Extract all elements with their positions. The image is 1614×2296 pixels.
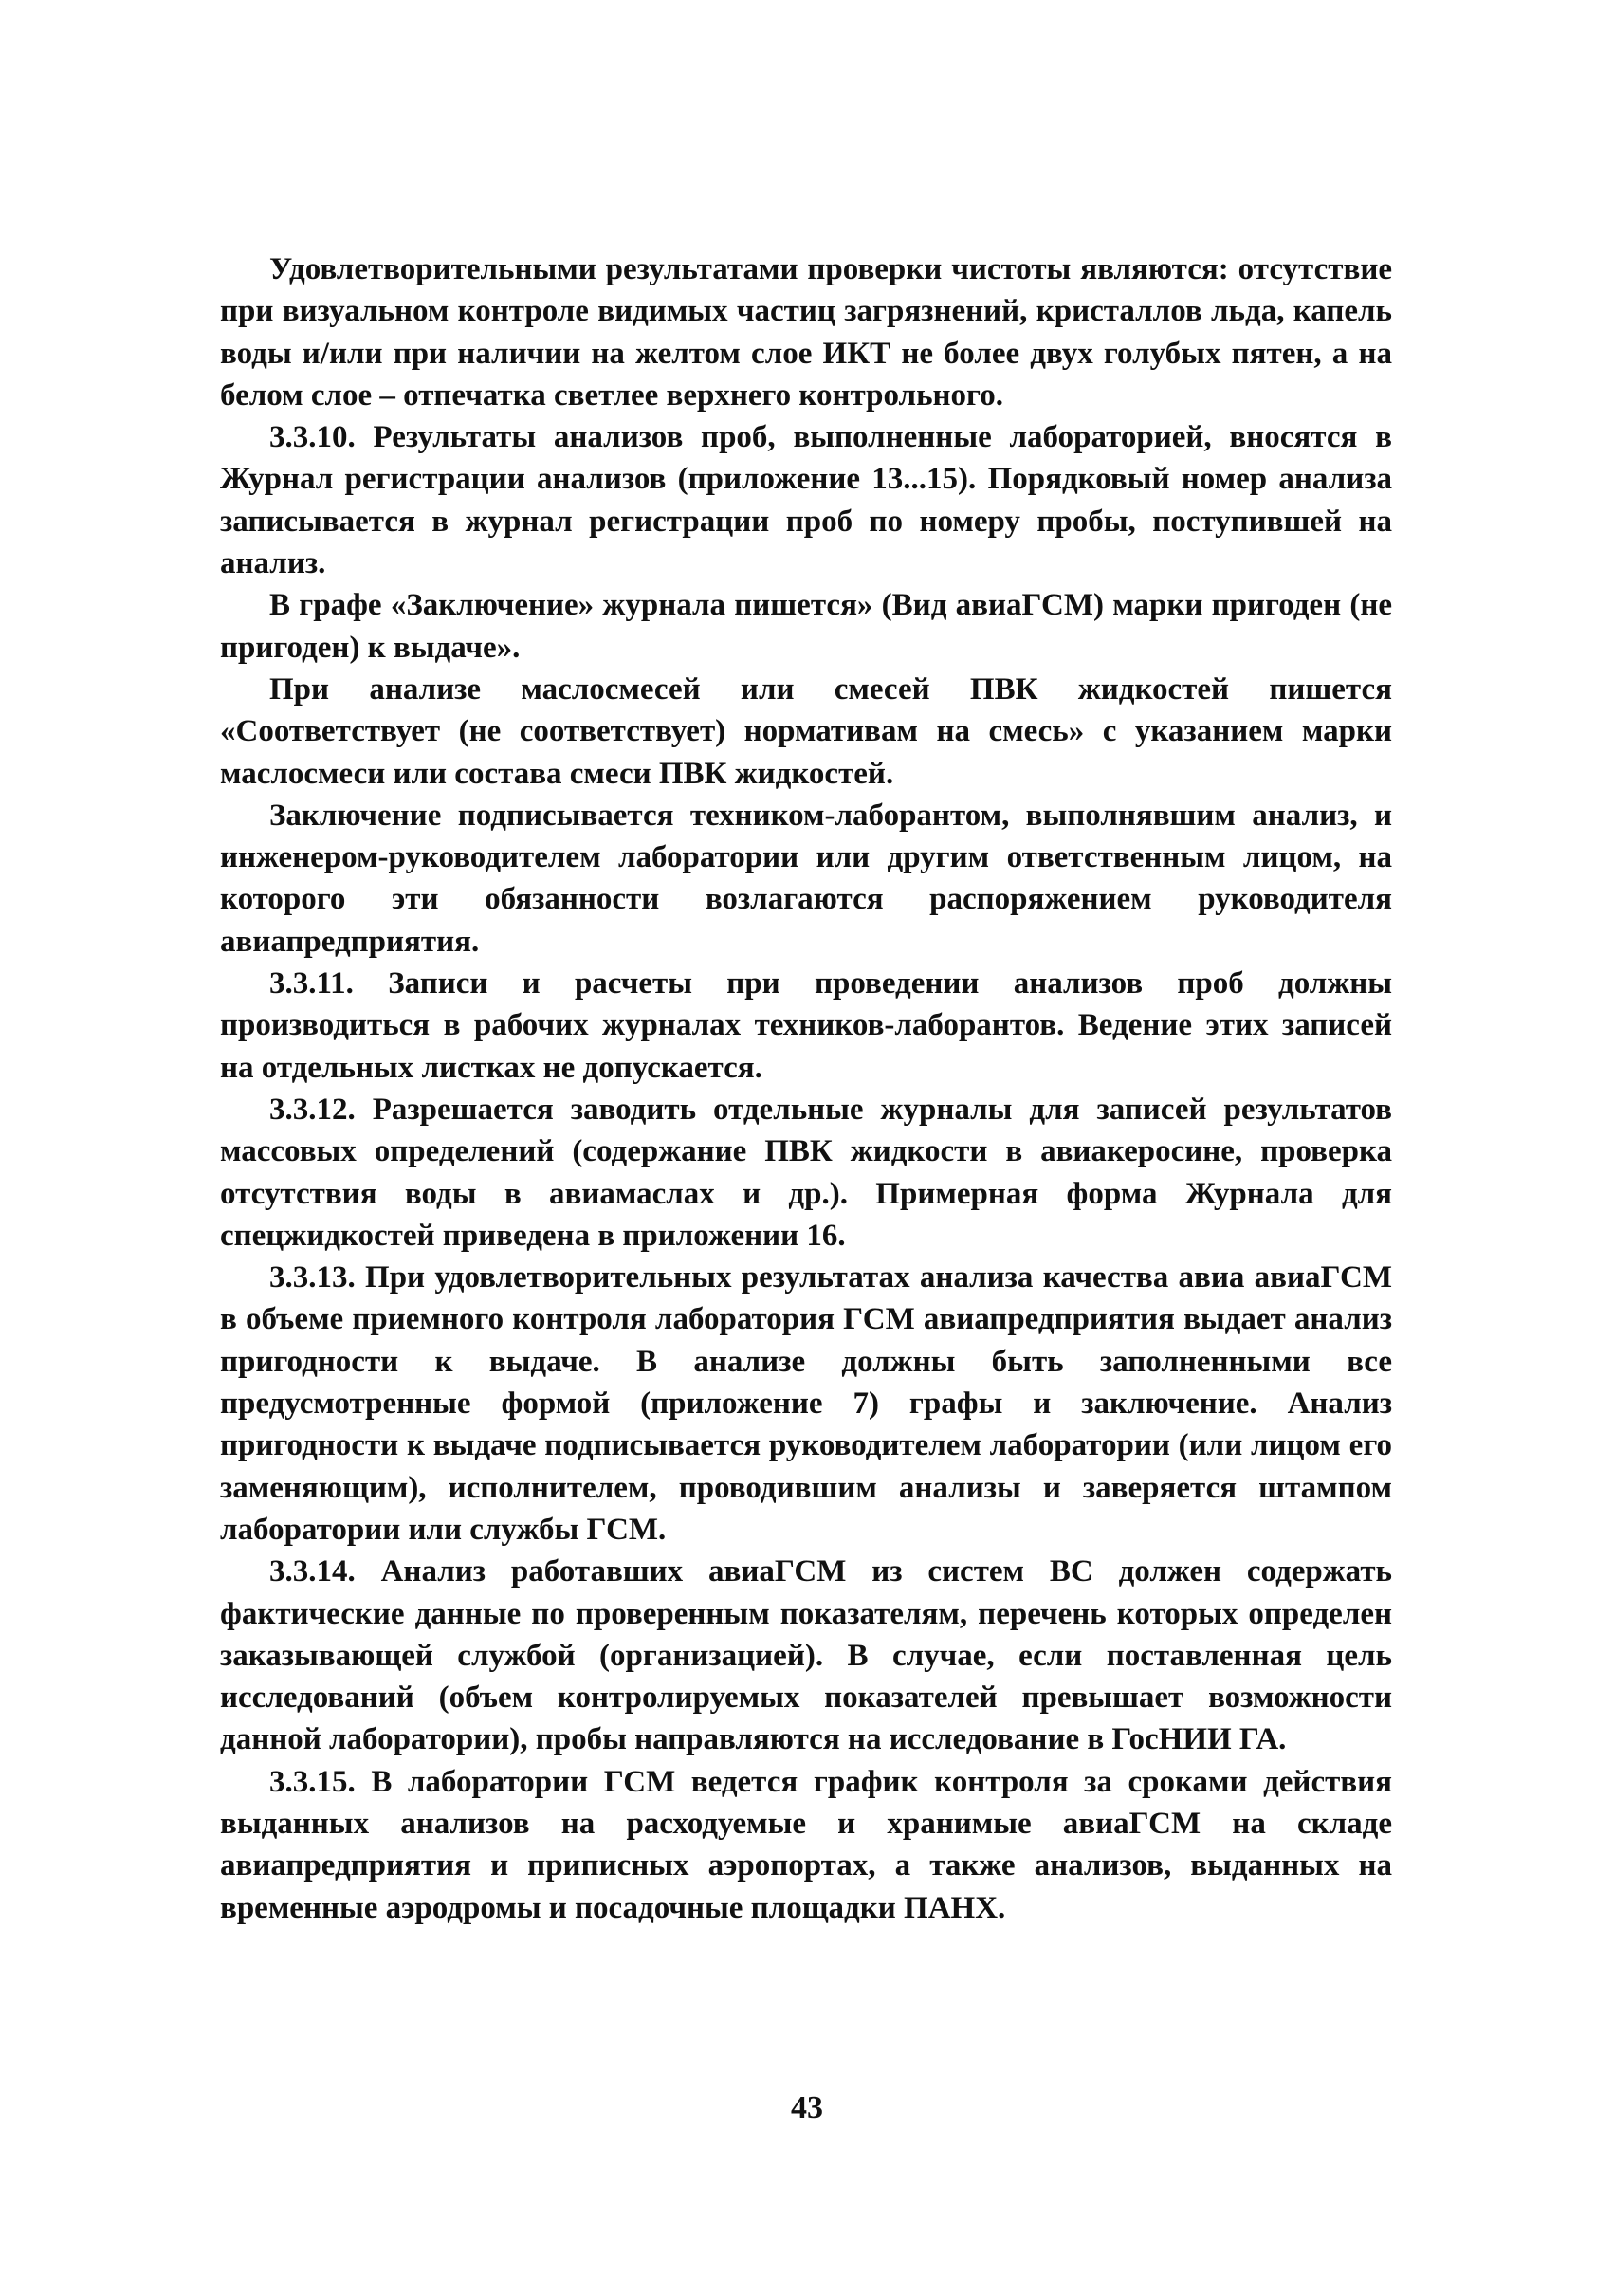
paragraph-3-3-10: 3.3.10. Результаты анализов проб, выполненные лабораторией, вносятся в Журнал регистрации анализов (приложение 13...15). Порядковый номер анализа записывается в журнал регистрации проб по номеру пробы, поступившей на анализ. — [220, 420, 1392, 581]
paragraph-3-3-12: 3.3.12. Разрешается заводить отдельные журналы для записей результатов массовых определений (содержание ПВК жидкости в авиакеросине, проверка отсутствия воды в авиамаслах и др.). Примерная форма Журнала для спецжидкостей приведена в приложении 16. — [220, 1092, 1392, 1253]
paragraph-conclusion-column: В графе «Заключение» журнала пишется» (Вид авиаГСМ) марки пригоден (не пригоден) к выдаче». — [220, 588, 1392, 665]
paragraph-3-3-14: 3.3.14. Анализ работавших авиаГСМ из систем ВС должен содержать фактические данные по проверенным показателям, перечень которых определен заказывающей службой (организацией). В случае, если поставленная цель исследований (объем контролируемых показателей превышает возможности данной лаборатории), пробы направляются на исследование в ГосНИИ ГА. — [220, 1554, 1392, 1757]
paragraph-cleanliness-results: Удовлетворительными результатами проверки чистоты являются: отсутствие при визуальном контроле видимых частиц загрязнений, кристаллов льда, капель воды и/или при наличии на желтом слое ИКТ не более двух голубых пятен, а на белом слое – отпечатка светлее верхнего контрольного. — [220, 252, 1392, 413]
paragraph-3-3-15: 3.3.15. В лаборатории ГСМ ведется график контроля за сроками действия выданных анализов на расходуемые и хранимые авиаГСМ на складе авиапредприятия и приписных аэропортах, а также анализов, выданных на временные аэродромы и посадочные площадки ПАНХ. — [220, 1764, 1392, 1925]
paragraph-mixtures: При анализе маслосмесей или смесей ПВК жидкостей пишется «Соответствует (не соответствует) нормативам на смесь» с указанием марки маслосмеси или состава смеси ПВК жидкостей. — [220, 671, 1392, 791]
paragraph-3-3-11: 3.3.11. Записи и расчеты при проведении анализов проб должны производиться в рабочих журналах техников-лаборантов. Ведение этих записей на отдельных листках не допускается. — [220, 966, 1392, 1085]
page-number: 43 — [791, 2090, 823, 2125]
body-text — [220, 248, 1392, 1929]
paragraph-signature: Заключение подписывается техником-лаборантом, выполнявшим анализ, и инженером-руководителем лаборатории или другим ответственным лицом, на которого эти обязанности возлагаются распоряжением руководителя авиапредприятия. — [220, 798, 1392, 959]
paragraph-3-3-13: 3.3.13. При удовлетворительных результатах анализа качества авиа авиаГСМ в объеме приемного контроля лаборатория ГСМ авиапредприятия выдает анализ пригодности к выдаче. В анализе должны быть заполненными все предусмотренные формой (приложение 7) графы и заключение. Анализ пригодности к выдаче подписывается руководителем лаборатории (или лицом его заменяющим), исполнителем, проводившим анализы и заверяется штампом лаборатории или службы ГСМ. — [220, 1260, 1392, 1547]
